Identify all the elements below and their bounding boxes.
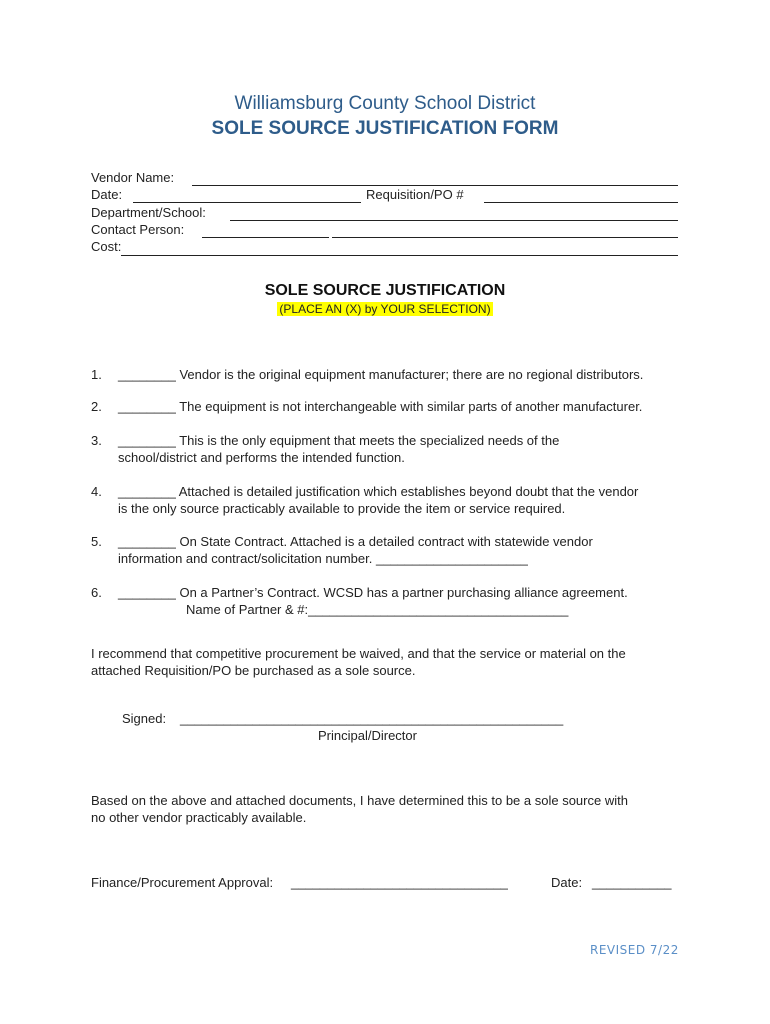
item-4-text[interactable] <box>118 483 638 517</box>
date-field[interactable] <box>133 202 361 203</box>
instruction-highlight: (PLACE AN (X) by YOUR SELECTION) <box>279 302 491 316</box>
department-field[interactable] <box>230 220 678 221</box>
vendor-name-label: Vendor Name: <box>91 170 175 185</box>
item-2-text[interactable] <box>118 398 642 415</box>
section-instruction <box>0 302 770 316</box>
item-1-text[interactable] <box>118 366 643 383</box>
approval-date-field[interactable]: ___________ <box>592 875 672 890</box>
item-3-number: 3. <box>91 433 102 448</box>
approval-label: Finance/Procurement Approval: <box>91 875 274 890</box>
item-4-line-2: is the only source practicably available to provide the item or service required. <box>118 501 566 516</box>
vendor-name-field[interactable] <box>192 185 678 186</box>
determination-text <box>91 792 628 826</box>
cost-field[interactable] <box>121 255 678 256</box>
contact-field-b[interactable] <box>332 237 678 238</box>
item-6-text[interactable] <box>118 584 628 618</box>
cost-label: Cost: <box>91 239 122 254</box>
item-5-line-2: information and contract/solicitation number. _____________________ <box>118 551 528 566</box>
determination-line-2: no other vendor practicably available. <box>91 810 307 825</box>
item-2-line-1: ________ The equipment is not interchangeable with similar parts of another manufacturer. <box>118 399 643 414</box>
item-2-number: 2. <box>91 399 102 414</box>
requisition-field[interactable] <box>484 202 678 203</box>
item-3-line-1: ________ This is the only equipment that meets the specialized needs of the <box>118 433 560 448</box>
contact-label: Contact Person: <box>91 222 185 237</box>
item-3-line-2: school/district and performs the intended function. <box>118 450 405 465</box>
item-5-text[interactable] <box>118 533 593 567</box>
item-3-text[interactable] <box>118 432 559 466</box>
signature-field[interactable]: _____________________________________________________ <box>180 711 564 726</box>
item-6-line-1: ________ On a Partner’s Contract. WCSD has a partner purchasing alliance agreement. <box>118 585 628 600</box>
recommendation-line-1: I recommend that competitive procurement be waived, and that the service or material on the <box>91 646 626 661</box>
contact-field-a[interactable] <box>202 237 329 238</box>
item-6-number: 6. <box>91 585 102 600</box>
recommendation-line-2: attached Requisition/PO be purchased as a sole source. <box>91 663 416 678</box>
item-6-line-2: Name of Partner & #:____________________________________ <box>186 602 569 617</box>
section-title: SOLE SOURCE JUSTIFICATION <box>264 282 506 299</box>
determination-line-1: Based on the above and attached documents, I have determined this to be a sole source with <box>91 793 628 808</box>
item-4-number: 4. <box>91 484 102 499</box>
department-label: Department/School: <box>91 205 206 220</box>
approval-signature-field[interactable]: ______________________________ <box>291 875 508 890</box>
item-1-number: 1. <box>91 367 102 382</box>
item-5-number: 5. <box>91 534 102 549</box>
date-label: Date: <box>91 187 123 202</box>
signer-title: Principal/Director <box>318 728 417 743</box>
form-title: SOLE SOURCE JUSTIFICATION FORM <box>211 118 559 139</box>
item-4-line-1: ________ Attached is detailed justification which establishes beyond doubt that the vendor <box>118 484 639 499</box>
item-5-line-1: ________ On State Contract. Attached is a detailed contract with statewide vendor <box>118 534 593 549</box>
district-name: Williamsburg County School District <box>234 93 536 114</box>
item-1-line-1: ________ Vendor is the original equipment manufacturer; there are no regional distributors. <box>118 367 644 382</box>
approval-date-label: Date: <box>551 875 583 890</box>
signed-label: Signed: <box>122 711 167 726</box>
recommendation-text <box>91 645 626 679</box>
requisition-label: Requisition/PO # <box>366 187 464 202</box>
revision-note: REVISED 7/22 <box>590 943 679 957</box>
